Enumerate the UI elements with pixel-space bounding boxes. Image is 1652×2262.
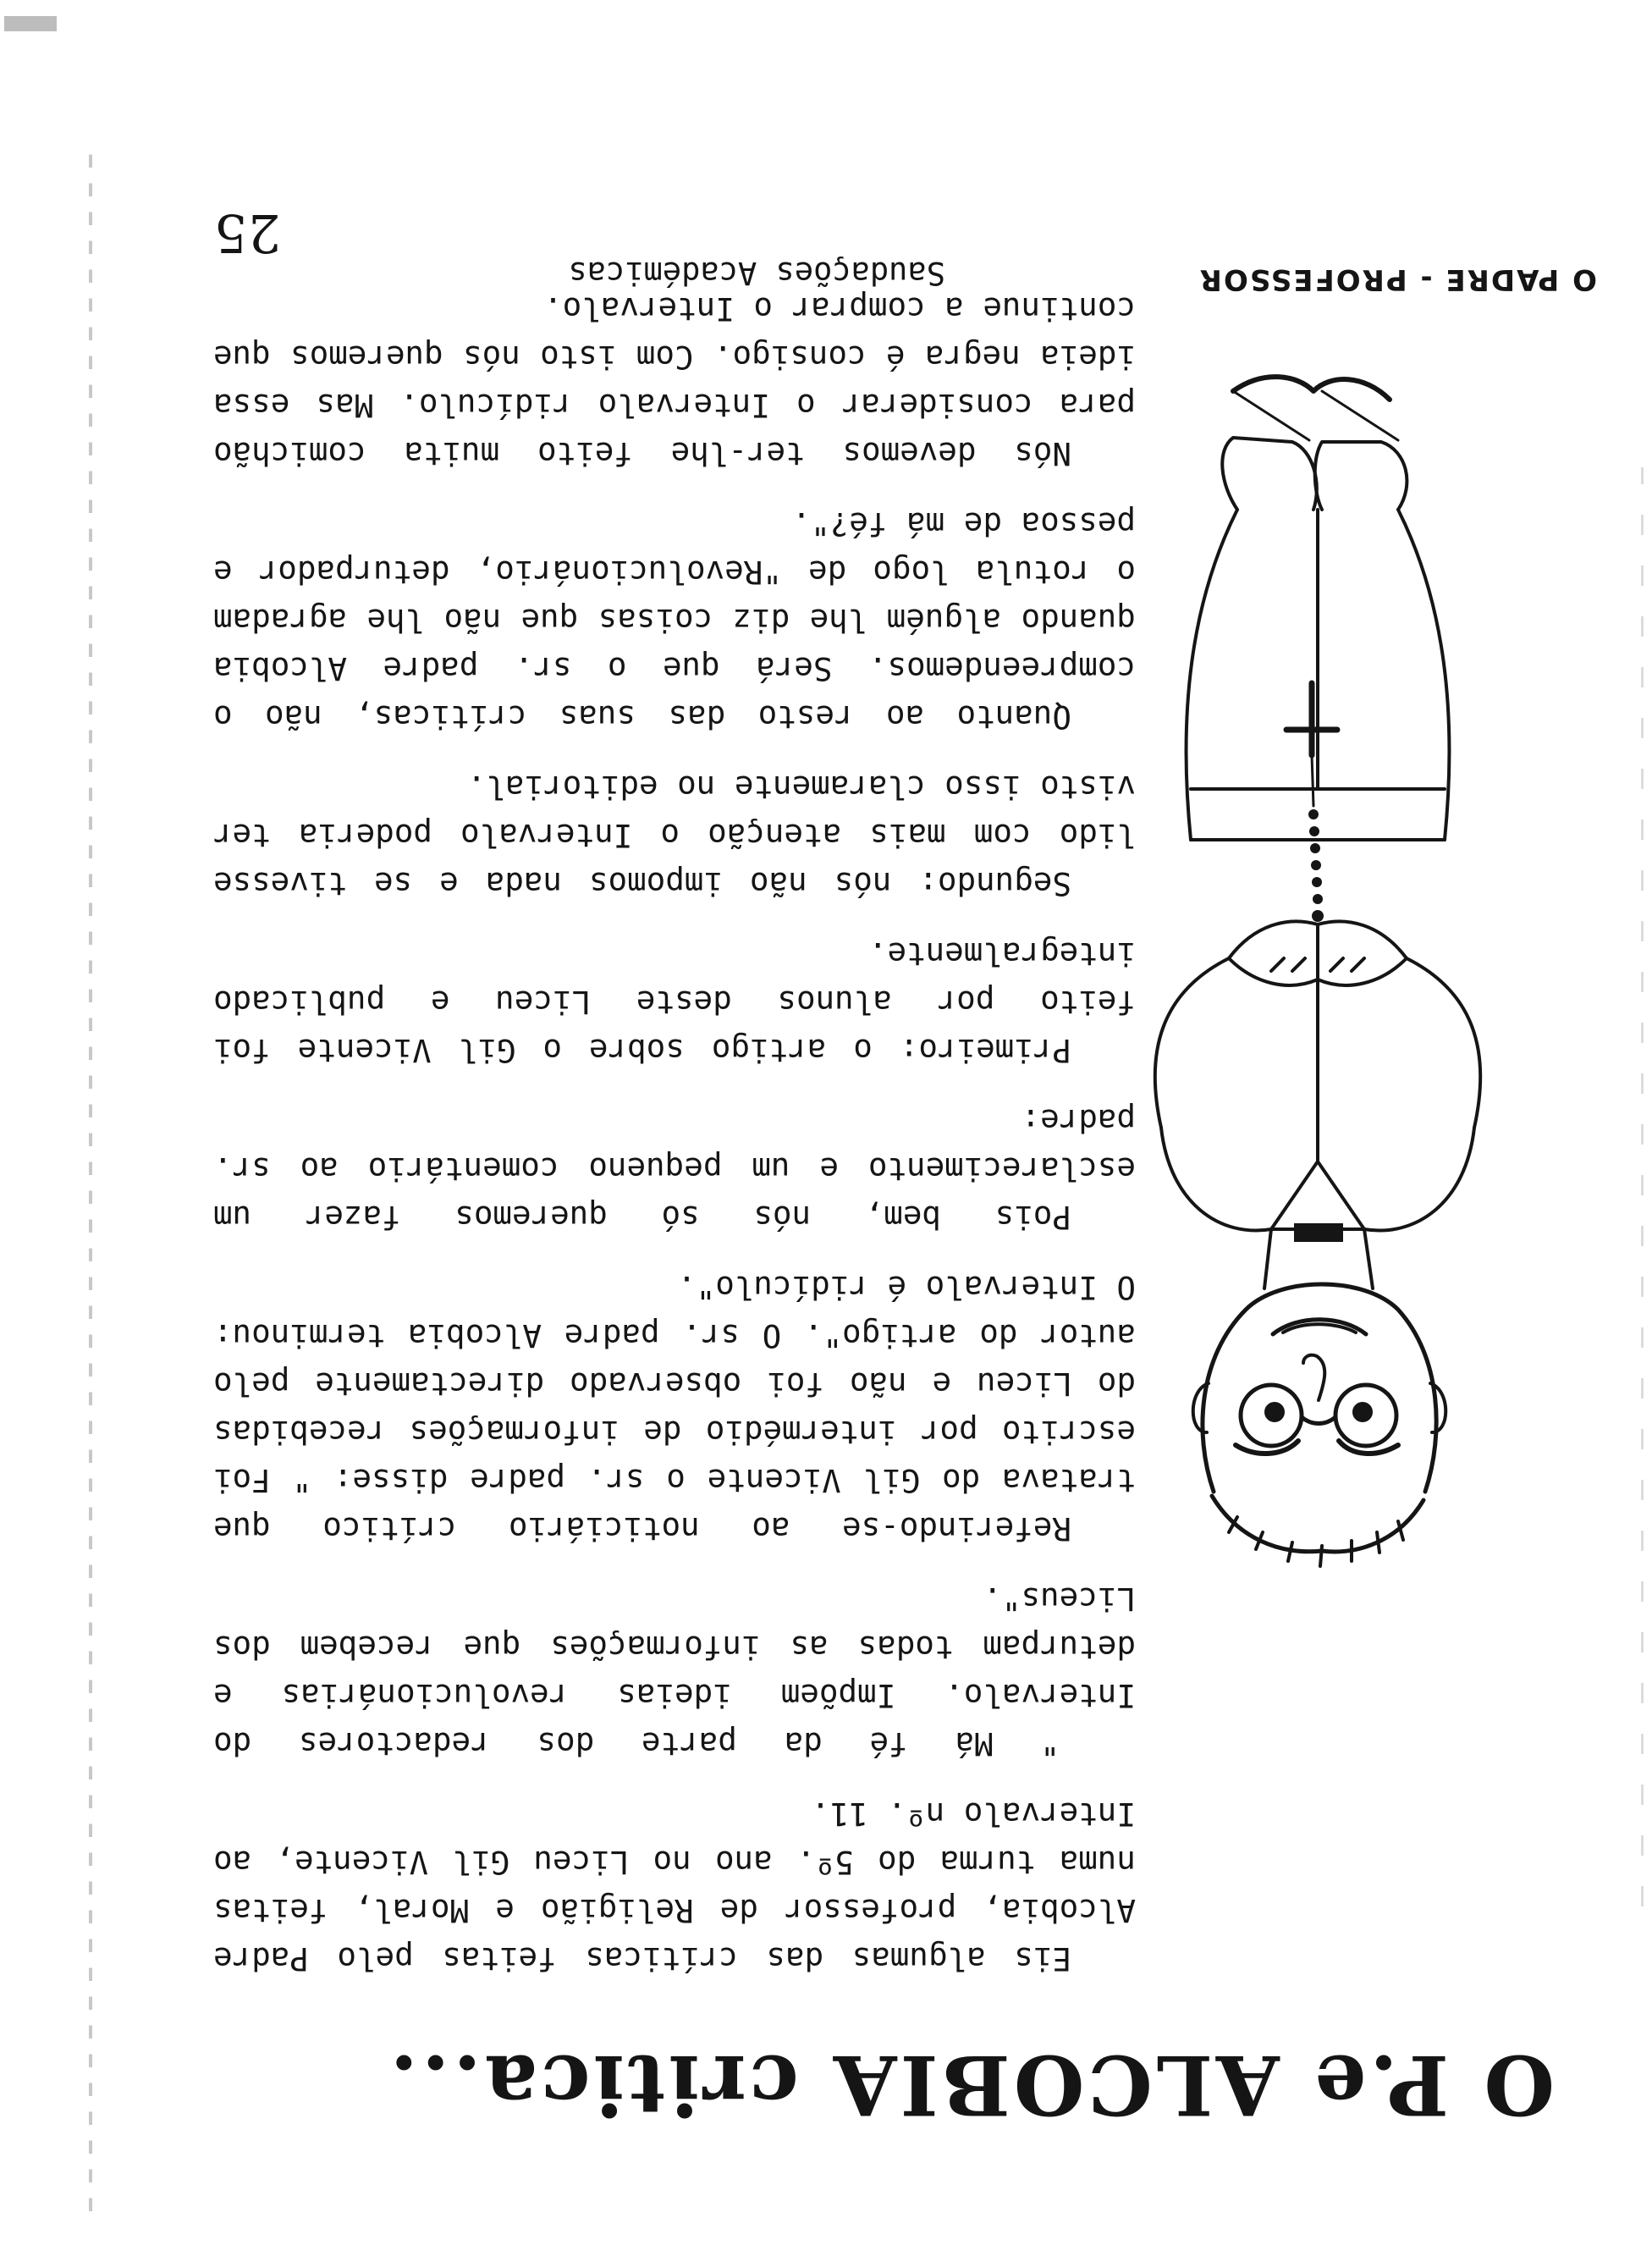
paragraph: Eis algumas das críticas feitas pelo Padre Alcobia, professor de Religião e Moral, feitas numa turma do 5º. ano no Liceu Gil Vicente, ao Intervalo nº. 11. — [213, 1796, 1136, 1978]
paragraph: Pois bem, nós só queremos fazer um esclarecimento e um pequeno comentário ao sr. padre: — [213, 1102, 1136, 1236]
paragraph: Nós devemos ter-lhe feito muita comichão para considerar o Intervalo ridículo. Mas essa ideia negra é consigo. Com isto nós queremos que continue a comprar o Intervalo. — [213, 290, 1136, 472]
paragraph: Quanto ao resto das suas críticas, não o compreendemos. Será que o sr. padre Alcobia quando alguém lhe diz coisas que não lhe agradam o rotula logo de "Revolucionário, deturpador e pessoa de má fé?". — [213, 505, 1136, 736]
left-edge-marks — [1641, 467, 1644, 1906]
margin-dotted-line — [89, 146, 92, 2211]
paragraph: Referindo-se ao noticiário crítico que tratava do Gil Vicente o sr. padre disse: " Foi escrito por intermédio de informações recebidas do Liceu e não foi observado directamente pelo autor do artigo". O sr. padre Alcobia terminou: O Intervalo é ridículo". — [213, 1269, 1136, 1548]
page-number: 25 — [214, 202, 281, 264]
scan-edge-mark — [4, 16, 57, 31]
article-title: O P.e ALCOBIA critica... — [386, 2037, 1555, 2132]
paragraph: " Má fé da parte dos redactores do Intervalo. Impõem ideias revolucionárias e deturpam todas as informações que recebem dos Liceus". — [213, 1581, 1136, 1763]
paragraph: Segundo: nós não impomos nada e se tivesse lido com mais atenção o Intervalo poderia ter visto isso claramente no editorial. — [213, 769, 1136, 902]
paragraph: Primeiro: o artigo sobre o Gil Vicente foi feito por alunos deste Liceu e publicado integralmente. — [213, 935, 1136, 1069]
illustration-caption: O PADRE - PROFESSOR — [1198, 262, 1597, 296]
priest-caricature-illustration — [1119, 323, 1525, 1602]
article-body — [213, 262, 1136, 1983]
signature: Saudações Académicas — [568, 255, 945, 291]
